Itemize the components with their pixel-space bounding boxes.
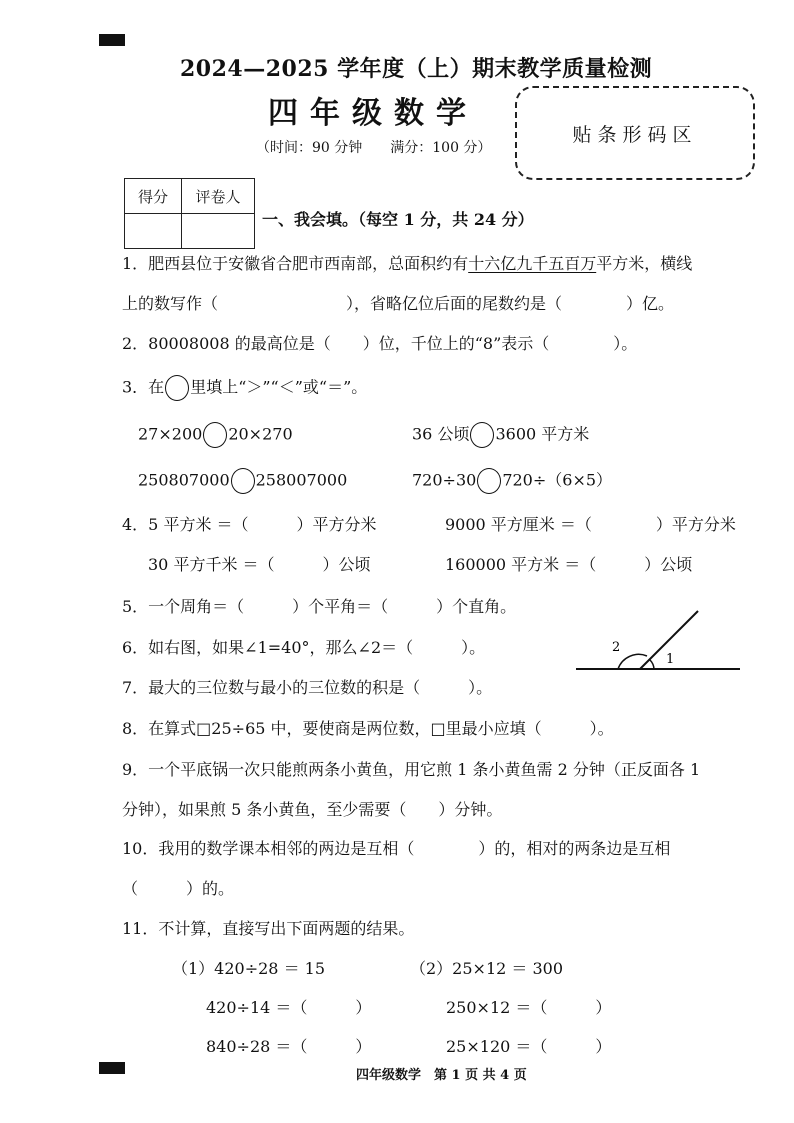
question-3-stem bbox=[122, 375, 367, 401]
question-11-part1a: 420÷14 ＝（ ） bbox=[206, 998, 372, 1017]
question-4a: 4．5 平方米 ＝（ ）平方分米 bbox=[122, 515, 377, 534]
question-3-row1a bbox=[138, 422, 293, 448]
question-4b: 9000 平方厘米 ＝（ ）平方分米 bbox=[445, 515, 736, 534]
barcode-area bbox=[515, 86, 755, 180]
section-title: 一、我会填。（每空 1 分，共 24 分） bbox=[262, 210, 534, 229]
question-3-row1b bbox=[412, 422, 589, 448]
angle-1-arc bbox=[650, 660, 654, 669]
compare-circle[interactable] bbox=[477, 468, 501, 494]
grader-cell[interactable] bbox=[182, 214, 255, 249]
registration-mark-bottom bbox=[99, 1062, 125, 1074]
compare-circle[interactable] bbox=[470, 422, 494, 448]
question-6: 6．如右图，如果∠1=40°，那么∠2＝（ ）。 bbox=[122, 638, 486, 657]
barcode-label: 贴条形码区 bbox=[572, 123, 698, 146]
question-11-stem: 11．不计算，直接写出下面两题的结果。 bbox=[122, 919, 415, 938]
compare-circle[interactable] bbox=[203, 422, 227, 448]
question-11-part2b: 25×120 ＝（ ） bbox=[446, 1037, 612, 1056]
score-table bbox=[124, 178, 255, 249]
question-3-stem-suffix: 里填上“＞”“＜”或“＝”。 bbox=[190, 377, 368, 397]
question-11-part2a: 250×12 ＝（ ） bbox=[446, 998, 612, 1017]
compare-right: 258007000 bbox=[255, 470, 348, 490]
question-1-underlined: 十六亿九千五百万 bbox=[468, 254, 597, 273]
registration-mark-top bbox=[99, 34, 125, 46]
exam-meta: （时间：90 分钟 满分：100 分） bbox=[256, 140, 492, 156]
question-2: 2．80008008 的最高位是（ ）位，千位上的“8”表示（ ）。 bbox=[122, 334, 638, 353]
question-1-line2: 上的数写作（ ），省略亿位后面的尾数约是（ ）亿。 bbox=[122, 294, 675, 313]
subject-title: 四年级数学 bbox=[268, 96, 478, 131]
compare-right: 3600 平方米 bbox=[495, 424, 590, 444]
question-4d: 160000 平方米 ＝（ ）公顷 bbox=[445, 555, 693, 574]
question-1-line1 bbox=[122, 256, 692, 272]
angle-1-label: 1 bbox=[666, 652, 675, 667]
grader-header: 评卷人 bbox=[182, 179, 255, 214]
question-3-stem-prefix: 3．在 bbox=[122, 377, 165, 397]
question-3-row2a bbox=[138, 468, 347, 494]
compare-left: 36 公顷 bbox=[412, 424, 470, 444]
question-9-line1: 9．一个平底锅一次只能煎两条小黄鱼，用它煎 1 条小黄鱼需 2 分钟（正反面各 1 bbox=[122, 760, 701, 779]
compare-left: 720÷30 bbox=[412, 470, 477, 490]
question-9-line2: 分钟），如果煎 5 条小黄鱼，至少需要（ ）分钟。 bbox=[122, 800, 503, 819]
angle-2-label: 2 bbox=[612, 640, 621, 655]
exam-title: 2024—2025 学年度（上）期末教学质量检测 bbox=[180, 56, 653, 82]
compare-circle[interactable] bbox=[231, 468, 255, 494]
question-1-prefix: 1．肥西县位于安徽省合肥市西南部，总面积约有 bbox=[122, 254, 469, 273]
question-7: 7．最大的三位数与最小的三位数的积是（ ）。 bbox=[122, 678, 493, 697]
question-8: 8．在算式□25÷65 中，要使商是两位数，□里最小应填（ ）。 bbox=[122, 719, 614, 738]
question-11-part1b: 840÷28 ＝（ ） bbox=[206, 1037, 372, 1056]
question-1-suffix: 平方米，横线 bbox=[596, 254, 693, 273]
compare-left: 27×200 bbox=[138, 424, 203, 444]
question-3-row2b bbox=[412, 468, 612, 494]
question-11-part2: （2）25×12 ＝ 300 bbox=[410, 959, 564, 978]
score-cell[interactable] bbox=[125, 214, 182, 249]
angle-figure bbox=[570, 605, 745, 675]
page-footer: 四年级数学 第 1 页 共 4 页 bbox=[356, 1068, 527, 1083]
compare-right: 20×270 bbox=[228, 424, 293, 444]
compare-left: 250807000 bbox=[138, 470, 230, 490]
score-header: 得分 bbox=[125, 179, 182, 214]
question-5: 5．一个周角＝（ ）个平角＝（ ）个直角。 bbox=[122, 597, 517, 616]
question-11-part1: （1）420÷28 ＝ 15 bbox=[172, 959, 326, 978]
compare-circle-example bbox=[165, 375, 189, 401]
question-10-line1: 10．我用的数学课本相邻的两边是互相（ ）的，相对的两条边是互相 bbox=[122, 839, 671, 858]
compare-right: 720÷（6×5） bbox=[502, 470, 613, 490]
question-4c: 30 平方千米 ＝（ ）公顷 bbox=[148, 555, 371, 574]
question-10-line2: （ ）的。 bbox=[122, 879, 235, 898]
